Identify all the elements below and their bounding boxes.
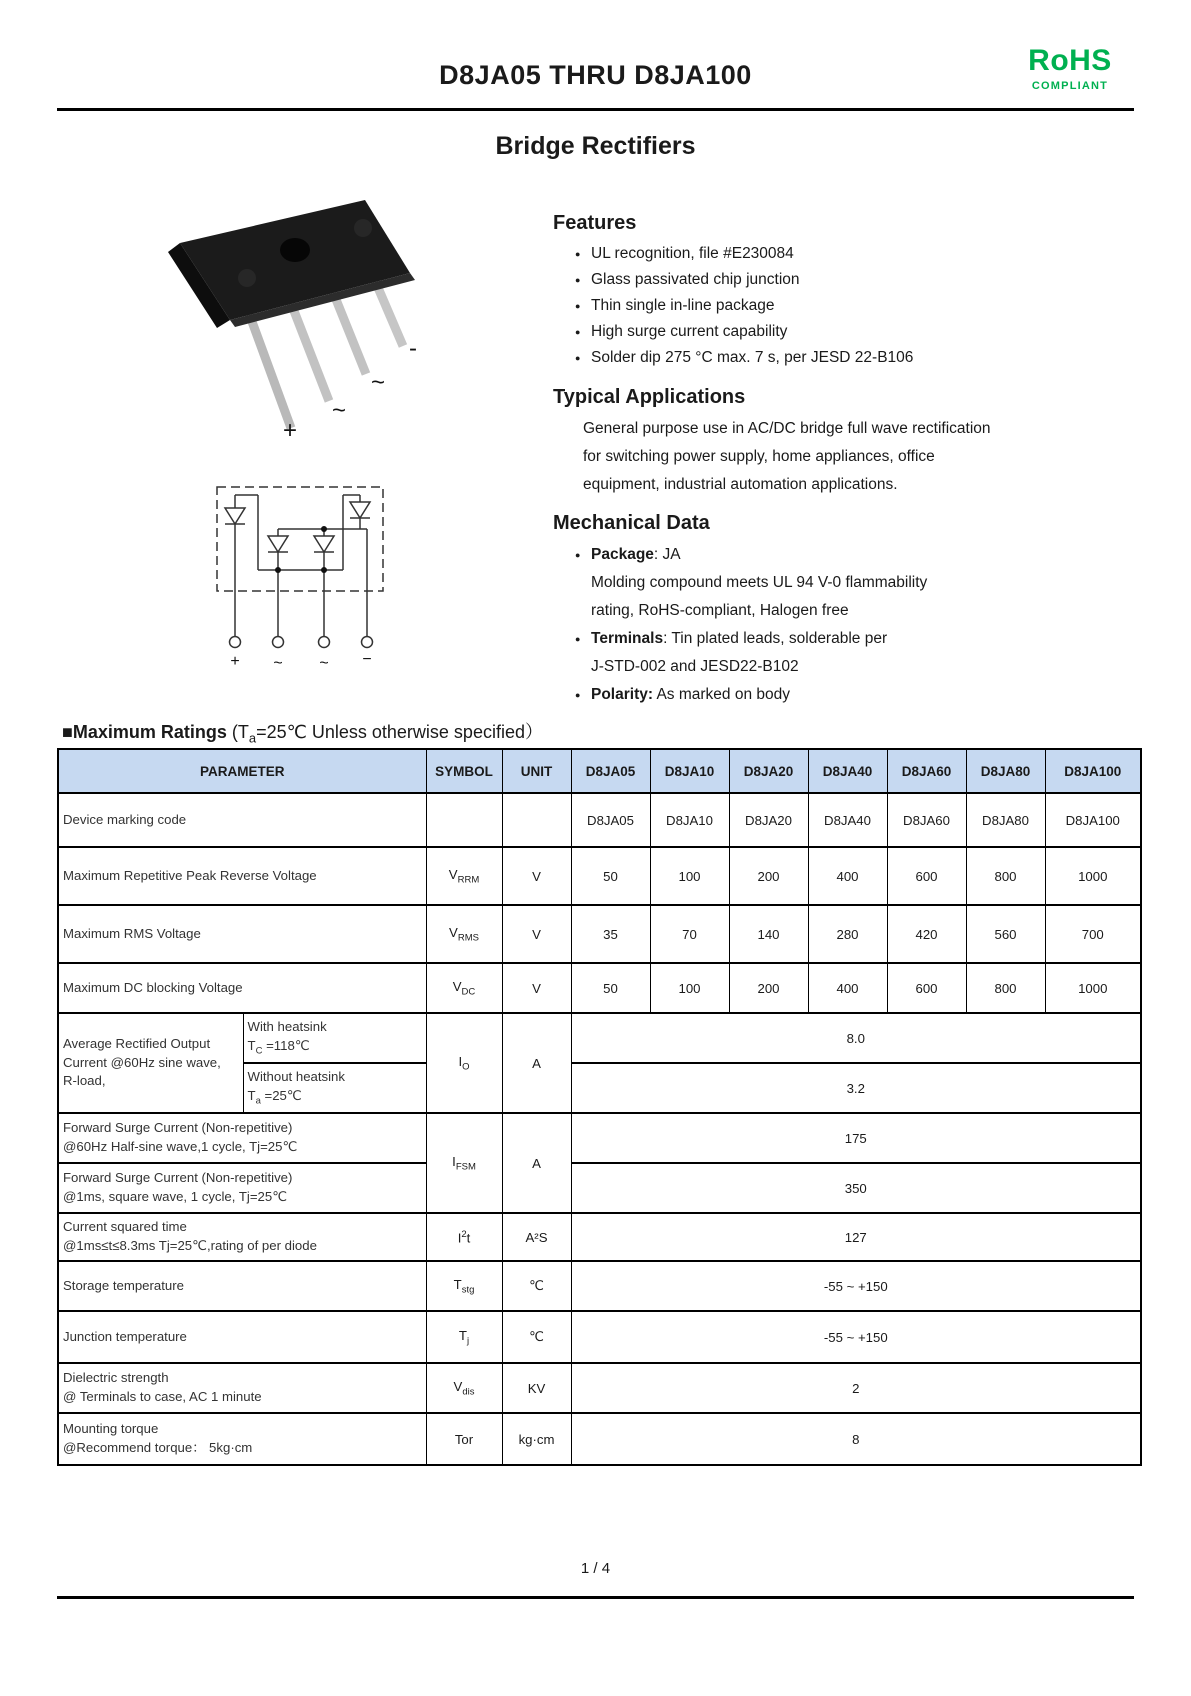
mechanical-list bbox=[553, 541, 1143, 709]
package-photo bbox=[125, 188, 485, 448]
applications-line: General purpose use in AC/DC bridge full wave rectification bbox=[583, 420, 991, 437]
unit-cell: V bbox=[502, 905, 571, 963]
mechanical-item-line: rating, RoHS-compliant, Halogen free bbox=[591, 602, 849, 619]
value-cell: 100 bbox=[650, 963, 729, 1013]
value-cell: 70 bbox=[650, 905, 729, 963]
value-cell: 420 bbox=[887, 905, 966, 963]
value-cell: 400 bbox=[808, 847, 887, 905]
bullet-icon: ● bbox=[575, 550, 581, 560]
symbol-cell: $I_O$ bbox=[426, 1013, 502, 1113]
part-number-header: D8JA60 bbox=[887, 749, 966, 793]
value-cell: D8JA60 bbox=[887, 793, 966, 847]
parameter-cell: Storage temperature bbox=[58, 1261, 426, 1311]
bullet-icon: ● bbox=[575, 327, 581, 337]
page-number: 1 / 4 bbox=[580, 1560, 611, 1577]
unit-cell: A²S bbox=[502, 1213, 571, 1261]
value-cell: 800 bbox=[966, 847, 1045, 905]
column-header: UNIT bbox=[502, 749, 571, 793]
unit-cell: A bbox=[502, 1113, 571, 1213]
header-divider bbox=[57, 108, 1134, 111]
value-cell: 600 bbox=[887, 963, 966, 1013]
value-cell: 700 bbox=[1045, 905, 1141, 963]
feature-item: ● Solder dip 275 °C max. 7 s, per JESD 22-B106 bbox=[575, 345, 1143, 371]
symbol-cell: $I_{FSM}$ bbox=[426, 1113, 502, 1213]
bullet-icon: ● bbox=[575, 275, 581, 285]
product-title: Bridge Rectifiers bbox=[495, 132, 696, 160]
max-ratings-heading-condition: ($T_a=25℃$ Unless otherwise specified） bbox=[231, 722, 543, 746]
mechanical-heading: Mechanical Data bbox=[553, 512, 710, 534]
value-cell: D8JA20 bbox=[729, 793, 808, 847]
symbol-cell: $T_{stg}$ bbox=[426, 1261, 502, 1311]
symbol-cell: $I^2t$ bbox=[426, 1213, 502, 1261]
rohs-compliant-label: COMPLIANT bbox=[1031, 80, 1109, 92]
value-cell: 175 bbox=[571, 1113, 1141, 1163]
symbol-cell: $T_j$ bbox=[426, 1311, 502, 1363]
rohs-compliant-badge bbox=[1008, 44, 1132, 92]
parameter-cell: Device marking code bbox=[58, 793, 426, 847]
value-cell: D8JA100 bbox=[1045, 793, 1141, 847]
value-cell: 200 bbox=[729, 963, 808, 1013]
feature-item: ● High surge current capability bbox=[575, 319, 1143, 345]
parameter-cell: Mounting torque @Recommend torque： 5kg·cm bbox=[58, 1413, 426, 1465]
applications-line: for switching power supply, home appliances, office bbox=[583, 448, 935, 465]
bullet-icon: ● bbox=[575, 690, 581, 700]
symbol-cell bbox=[426, 793, 502, 847]
symbol-cell: $V_{RMS}$ bbox=[426, 905, 502, 963]
value-cell: 127 bbox=[571, 1213, 1141, 1261]
unit-cell: KV bbox=[502, 1363, 571, 1413]
unit-cell: V bbox=[502, 847, 571, 905]
value-cell: 8.0 bbox=[571, 1013, 1141, 1063]
value-cell: D8JA10 bbox=[650, 793, 729, 847]
parameter-cell: Forward Surge Current (Non-repetitive) @60Hz Half-sine wave,1 cycle, Tj=25℃ bbox=[58, 1113, 426, 1163]
value-cell: 8 bbox=[571, 1413, 1141, 1465]
value-cell: D8JA05 bbox=[571, 793, 650, 847]
features-section bbox=[553, 212, 1143, 371]
value-cell: 350 bbox=[571, 1163, 1141, 1213]
value-cell: D8JA40 bbox=[808, 793, 887, 847]
value-cell: D8JA80 bbox=[966, 793, 1045, 847]
symbol-cell: $V_{DC}$ bbox=[426, 963, 502, 1013]
bullet-icon: ● bbox=[575, 301, 581, 311]
unit-cell: ℃ bbox=[502, 1311, 571, 1363]
value-cell: 200 bbox=[729, 847, 808, 905]
part-number-header: D8JA80 bbox=[966, 749, 1045, 793]
feature-item: ● Thin single in-line package bbox=[575, 293, 1143, 319]
photo-ac1-label: ~ bbox=[332, 397, 347, 424]
value-cell: 560 bbox=[966, 905, 1045, 963]
rohs-label: RoHS bbox=[1028, 44, 1112, 77]
applications-paragraph bbox=[553, 415, 1143, 499]
photo-ac2-label: ~ bbox=[371, 369, 386, 396]
feature-item: ● UL recognition, file #E230084 bbox=[575, 241, 1143, 267]
bullet-icon: ● bbox=[575, 353, 581, 363]
schematic-ac1-label: ~ bbox=[273, 655, 283, 672]
symbol-cell: $V_{RRM}$ bbox=[426, 847, 502, 905]
value-cell: 140 bbox=[729, 905, 808, 963]
parameter-cell: Dielectric strength @ Terminals to case, AC 1 minute bbox=[58, 1363, 426, 1413]
value-cell: 1000 bbox=[1045, 963, 1141, 1013]
photo-plus-label: + bbox=[283, 417, 298, 443]
column-header: PARAMETER bbox=[58, 749, 426, 793]
part-number-header: D8JA10 bbox=[650, 749, 729, 793]
feature-item: ● Glass passivated chip junction bbox=[575, 267, 1143, 293]
parameter-cell: Junction temperature bbox=[58, 1311, 426, 1363]
part-number-header: D8JA100 bbox=[1045, 749, 1141, 793]
bridge-circuit-diagram bbox=[170, 428, 430, 678]
schematic-plus-label: + bbox=[230, 653, 240, 670]
unit-cell: ℃ bbox=[502, 1261, 571, 1311]
value-cell: 50 bbox=[571, 847, 650, 905]
ratings-table bbox=[57, 748, 1142, 1466]
schematic-minus-label: − bbox=[362, 651, 372, 668]
mechanical-section bbox=[553, 512, 1143, 709]
value-cell: -55 ~ +150 bbox=[571, 1261, 1141, 1311]
schematic-ac2-label: ~ bbox=[319, 655, 329, 672]
mechanical-item-line: Molding compound meets UL 94 V-0 flammability bbox=[591, 574, 928, 591]
mechanical-item: ● Package: JA bbox=[575, 541, 1143, 569]
condition-cell: Without heatsink $T_a$ =25℃ bbox=[243, 1063, 426, 1113]
part-number-header: D8JA40 bbox=[808, 749, 887, 793]
max-ratings-table bbox=[57, 748, 1142, 1466]
features-heading: Features bbox=[553, 212, 637, 234]
symbol-cell: Tor bbox=[426, 1413, 502, 1465]
applications-section bbox=[553, 386, 1143, 499]
parameter-cell: Maximum RMS Voltage bbox=[58, 905, 426, 963]
parameter-cell: Forward Surge Current (Non-repetitive) @1ms, square wave, 1 cycle, Tj=25℃ bbox=[58, 1163, 426, 1213]
package-photo-image bbox=[125, 188, 485, 443]
max-ratings-heading-bold: ■Maximum Ratings bbox=[62, 722, 227, 742]
mechanical-item-line: J-STD-002 and JESD22-B102 bbox=[591, 658, 799, 675]
value-cell: 1000 bbox=[1045, 847, 1141, 905]
unit-cell bbox=[502, 793, 571, 847]
mechanical-item: ● Polarity: As marked on body bbox=[575, 681, 1143, 709]
bullet-icon: ● bbox=[575, 249, 581, 259]
part-number-header: D8JA05 bbox=[571, 749, 650, 793]
part-number-header: D8JA20 bbox=[729, 749, 808, 793]
value-cell: 800 bbox=[966, 963, 1045, 1013]
unit-cell: V bbox=[502, 963, 571, 1013]
page-title: D8JA05 THRU D8JA100 bbox=[439, 60, 752, 90]
parameter-cell: Maximum DC blocking Voltage bbox=[58, 963, 426, 1013]
value-cell: 600 bbox=[887, 847, 966, 905]
value-cell: 3.2 bbox=[571, 1063, 1141, 1113]
unit-cell: A bbox=[502, 1013, 571, 1113]
parameter-cell: Current squared time @1ms≤t≤8.3ms Tj=25℃,rating of per diode bbox=[58, 1213, 426, 1261]
photo-minus-label: - bbox=[409, 335, 417, 362]
value-cell: 100 bbox=[650, 847, 729, 905]
value-cell: 35 bbox=[571, 905, 650, 963]
symbol-cell: $V_{dis}$ bbox=[426, 1363, 502, 1413]
features-list bbox=[553, 241, 1143, 371]
value-cell: 280 bbox=[808, 905, 887, 963]
value-cell: 400 bbox=[808, 963, 887, 1013]
applications-heading: Typical Applications bbox=[553, 386, 746, 408]
bullet-icon: ● bbox=[575, 634, 581, 644]
parameter-cell: Average Rectified Output Current @60Hz sine wave, R-load, bbox=[58, 1013, 243, 1113]
max-ratings-heading bbox=[62, 718, 543, 746]
parameter-cell: Maximum Repetitive Peak Reverse Voltage bbox=[58, 847, 426, 905]
bridge-circuit-image bbox=[170, 428, 430, 673]
value-cell: -55 ~ +150 bbox=[571, 1311, 1141, 1363]
footer-divider bbox=[57, 1596, 1134, 1599]
value-cell: 2 bbox=[571, 1363, 1141, 1413]
column-header: SYMBOL bbox=[426, 749, 502, 793]
applications-line: equipment, industrial automation applications. bbox=[583, 476, 898, 493]
mechanical-item: ● Terminals: Tin plated leads, solderable per bbox=[575, 625, 1143, 653]
condition-cell: With heatsink $T_C$ =118℃ bbox=[243, 1013, 426, 1063]
value-cell: 50 bbox=[571, 963, 650, 1013]
unit-cell: kg·cm bbox=[502, 1413, 571, 1465]
